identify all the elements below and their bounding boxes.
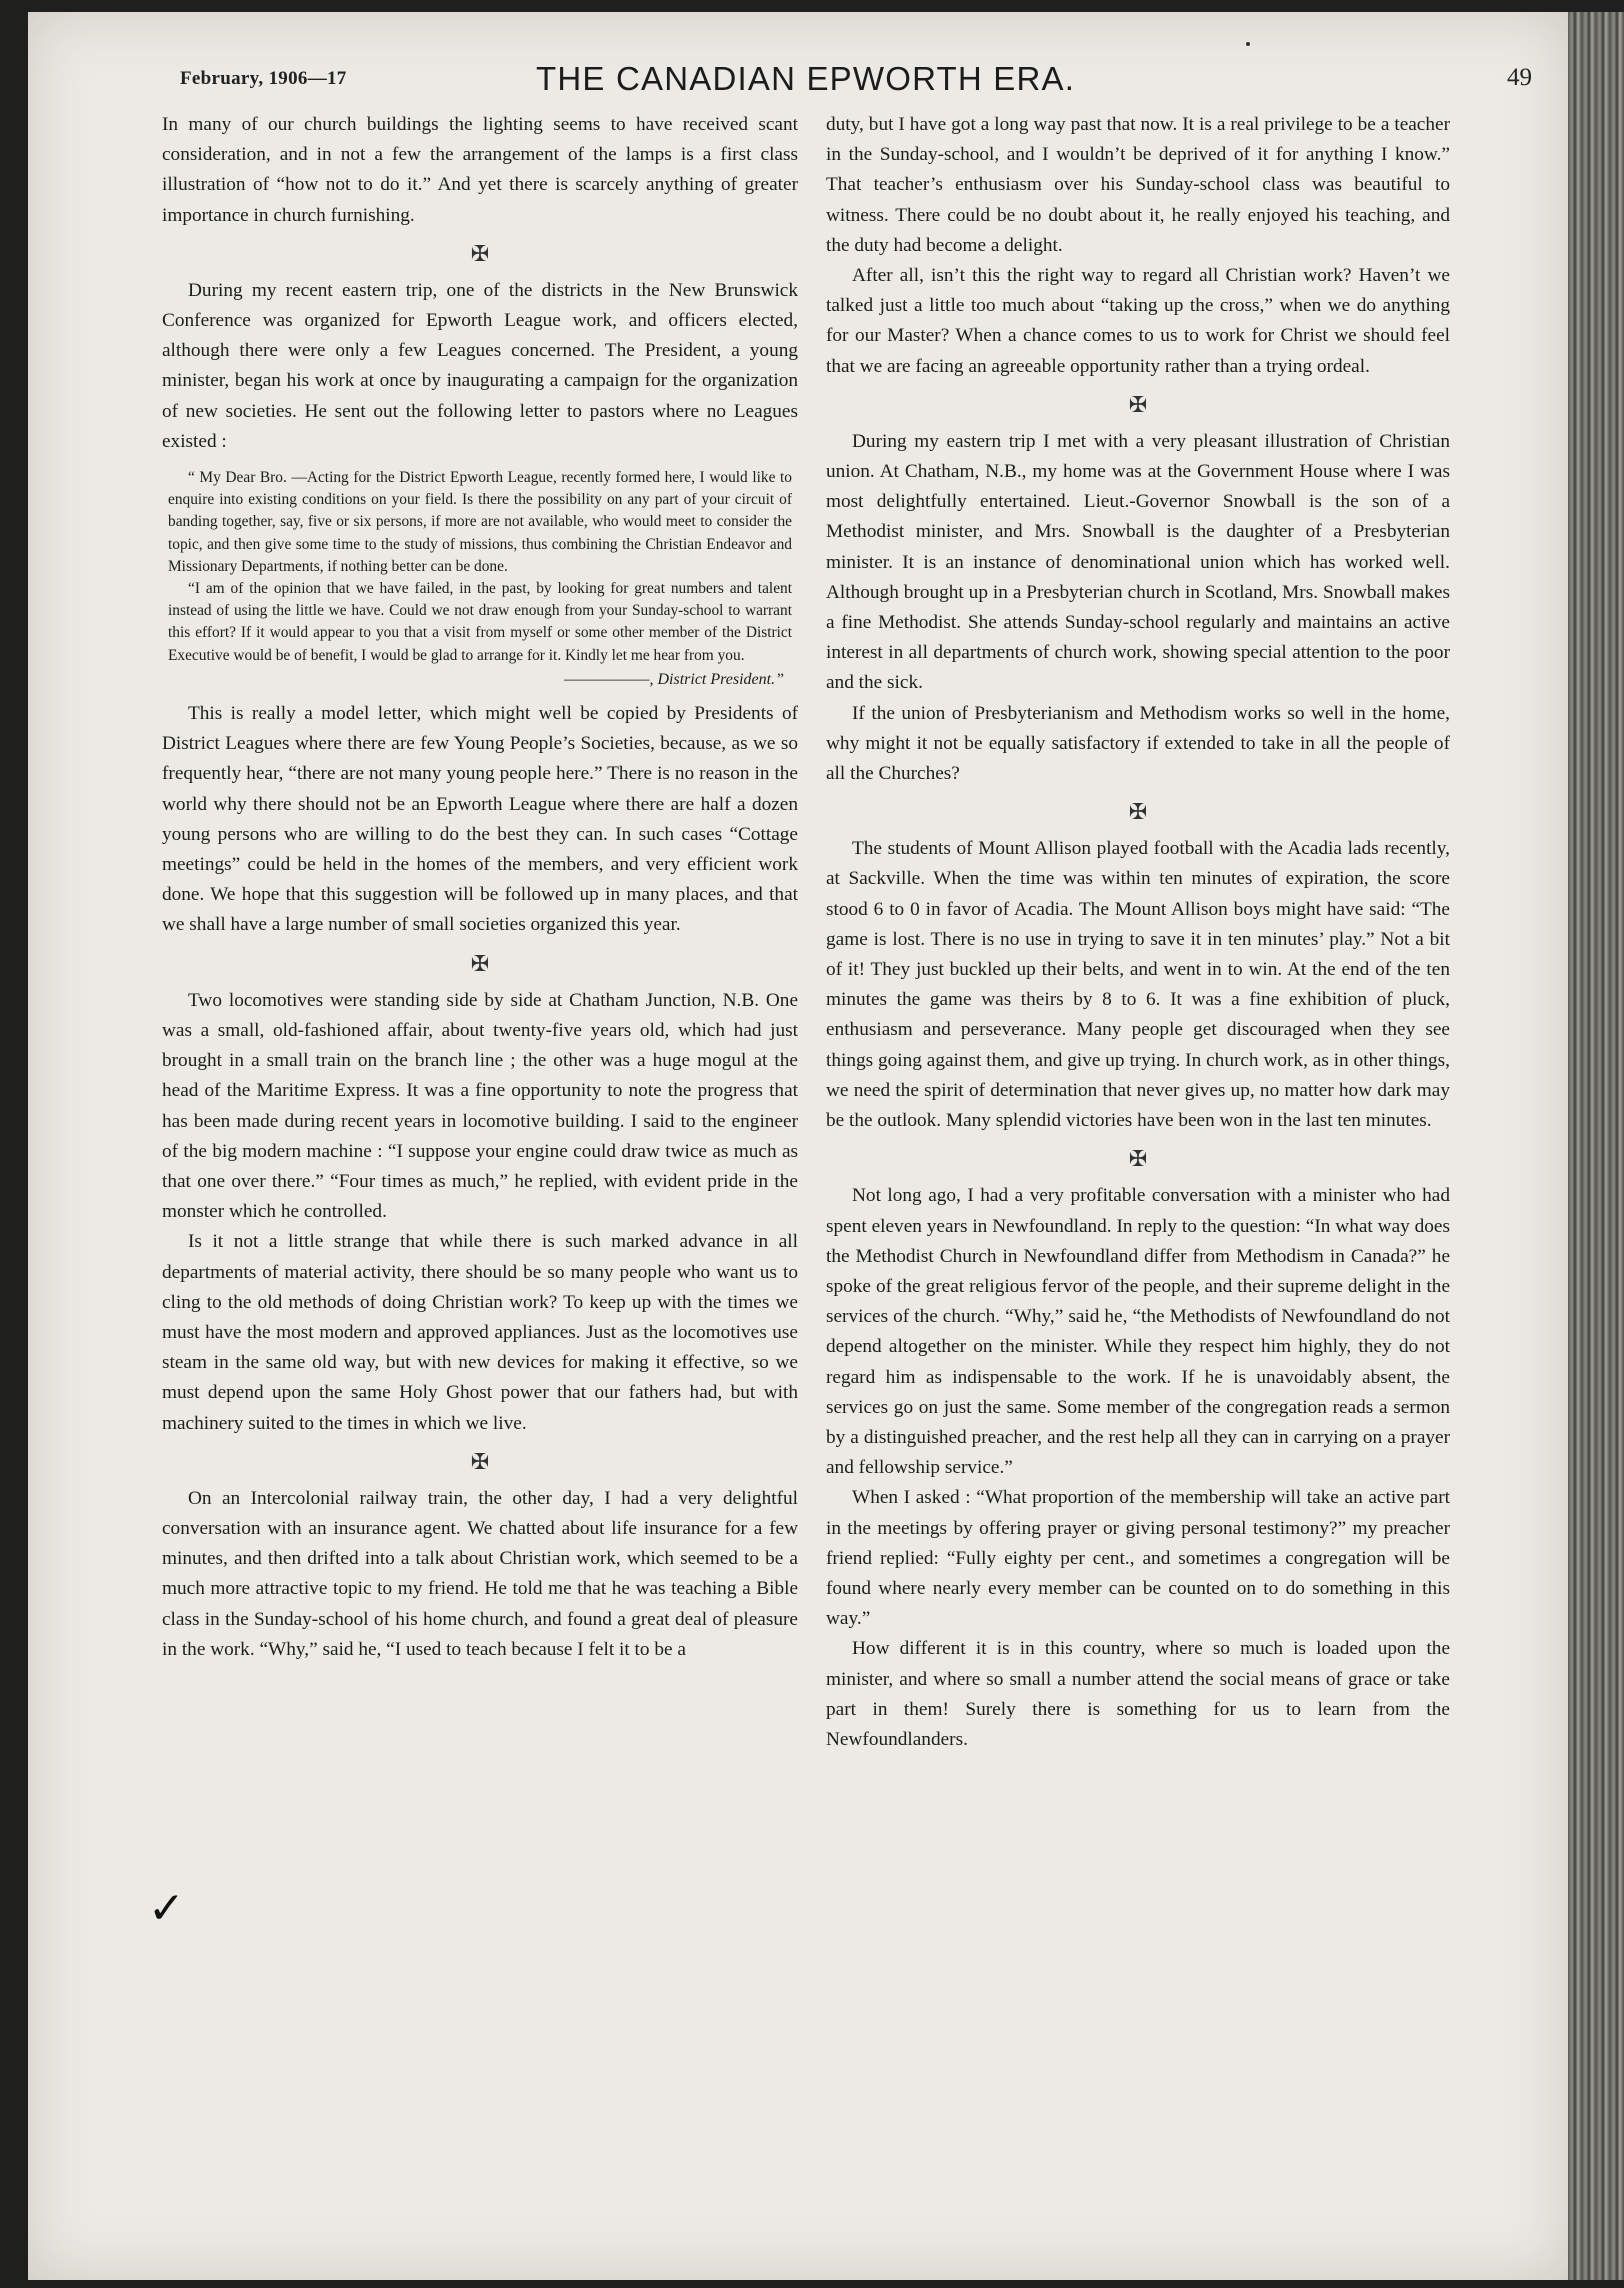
paragraph-intercolonial: On an Intercolonial railway train, the other day, I had a very delightful conversation with an insurance agent. We chatted about life insurance for a few minutes, and then drifted into a talk about Christian work, which seemed to be a much more attractive topic to my friend. He told me that he was teaching a Bible class in the Sunday-school of his home church, and found a great deal of pleasure in the work. “Why,” said he, “I used to teach because I felt it to be a [162, 1487, 798, 1660]
paragraph-model-letter: This is really a model letter, which might well be copied by Presidents of District Leagues where there are few Young People’s Societies, because, as we so frequently hear, “there are not many young people here.” There is no reason in the world why there should not be an Epworth League where there are half a dozen young persons who are willing to do the best they can. In such cases “Cottage meetings” could be held in the homes of the members, and very efficient work done. We hope that this suggestion will be followed up in many places, and that we shall have a large number of small societies organized this year. [162, 703, 798, 936]
paragraph-if-union: If the union of Presbyterianism and Methodism works so well in the home, why might it not be equally satisfactory if extended to take in all the people of all the Churches? [826, 702, 1450, 785]
handwritten-check-icon: ✓ [148, 1883, 185, 1934]
page-number: 49 [1507, 64, 1532, 91]
page-header [180, 60, 1532, 104]
left-column [162, 110, 798, 1665]
quoted-letter [168, 467, 792, 691]
paragraph-when-asked: When I asked : “What proportion of the membership will take an active part in the meetings by offering prayer or giving personal testimony?” my preacher friend replied: “Fully eighty per cent., and sometimes a congregation will be found where nearly every member can be counted on to do something in this way.” [826, 1487, 1450, 1630]
cross-ornament-icon: ✠ [1128, 1146, 1148, 1172]
print-speck [1246, 42, 1250, 46]
right-column [826, 110, 1450, 1755]
paragraph-lighting: In many of our church buildings the lighting seems to have received scant consideration, and in not a few the arrangement of the lamps is a first class illustration of “how not to do it.” And yet there is scarcely anything of greater importance in church furnishing. [162, 114, 798, 226]
paragraph-eastern-trip: During my recent eastern trip, one of the districts in the New Brunswick Conference was organized for Epworth League work, and officers elected, although there were only a few Leagues concerned. The President, a young minister, began his work at once by inaugurating a campaign for the organization of new societies. He sent out the following letter to pastors where no Leagues existed : [162, 279, 798, 452]
paragraph-strange: Is it not a little strange that while there is such marked advance in all departments of material activity, there should be so many people who want us to cling to the old methods of doing Christian work? To keep up with the times we must have the most modern and approved appliances. Just as the locomotives use steam in the same old way, but with new devices for making it effective, so we must depend upon the same Holy Ghost power that our fathers had, but with machinery suited to the times in which we live. [162, 1231, 798, 1434]
book-spine-edge [1568, 12, 1624, 2280]
paragraph-christian-union: During my eastern trip I met with a very pleasant illustration of Christian union. At Chatham, N.B., my home was at the Government House where I was most delightfully entertained. Lieut.-Governor Snowball is the son of a Methodist minister, and Mrs. Snowball is the daughter of a Presbyterian minister. It is an instance of denominational union which has worked well. Although brought up in a Presbyterian church in Scotland, Mrs. Snowball makes a fine Methodist. She attends Sunday-school regularly and maintains an active interest in all departments of church work, showing special attention to the poor and the sick. [826, 430, 1450, 694]
paragraph-how-different: How different it is in this country, where so much is loaded upon the minister, and where so small a number attend the social means of grace or take part in them! Surely there is something for us to learn from the Newfoundlanders. [826, 1638, 1450, 1750]
cross-ornament-icon: ✠ [1128, 391, 1148, 417]
letter-paragraph-2: “I am of the opinion that we have failed, in the past, by looking for great numbers and talent instead of using the little we have. Could we not draw enough from your Sunday-school to warrant this effort? If it would appear to you that a visit from myself or some other member of the District Executive would be of benefit, I would be glad to arrange for it. Kindly let me hear from you. [168, 580, 792, 664]
masthead-title: THE CANADIAN EPWORTH ERA. [536, 60, 1076, 97]
paragraph-duty: duty, but I have got a long way past that now. It is a real privilege to be a teacher in the Sunday-school, and I wouldn’t be deprived of it for anything I know.” That teacher’s enthusiasm over his Sunday-school class was beautiful to witness. There could be no doubt about it, he really enjoyed his teaching, and the duty had become a delight. [826, 114, 1450, 256]
cross-ornament-icon: ✠ [470, 240, 490, 266]
cross-ornament-icon: ✠ [1128, 799, 1148, 825]
paragraph-locomotives: Two locomotives were standing side by side at Chatham Junction, N.B. One was a small, old-fashioned affair, about twenty-five years old, which had just brought in a small train on the branch line ; the other was a huge mogul at the head of the Maritime Express. It was a fine opportunity to note the progress that has been made during recent years in locomotive building. I said to the engineer of the big modern machine : “I suppose your engine could draw twice as much as that one over there.” “Four times as much,” he replied, with evident pride in the monster which he controlled. [162, 989, 798, 1223]
letter-signature: ——————, District President.” [564, 670, 784, 688]
paragraph-newfoundland: Not long ago, I had a very profitable conversation with a minister who had spent eleven years in Newfoundland. In reply to the question: “In what way does the Methodist Church in Newfoundland differ from Methodism in Canada?” he spoke of the great religious fervor of the people, and their supreme delight in the services of the church. “Why,” said he, “the Methodists of Newfoundland do not depend altogether on the minister. While they respect him highly, they do not regard him as indispensable to the work. If he is unavoidably absent, the services go on just the same. Some member of the congregation reads a sermon by a distinguished preacher, and the rest help all they can in carrying on a prayer and fellowship service.” [826, 1185, 1450, 1479]
cross-ornament-icon: ✠ [470, 1448, 490, 1474]
cross-ornament-icon: ✠ [470, 950, 490, 976]
letter-paragraph-1: “ My Dear Bro. —Acting for the District Epworth League, recently formed here, I would like to enquire into existing conditions on your field. Is there the possibility on any part of your circuit of banding together, say, five or six persons, if more are not available, who would meet to consider the topic, and then give some time to the study of missions, thus combining the Christian Endeavor and Missionary Departments, if nothing better can be done. [168, 469, 792, 575]
paragraph-football: The students of Mount Allison played football with the Acadia lads recently, at Sackville. When the time was within ten minutes of expiration, the score stood 6 to 0 in favor of Acadia. The Mount Allison boys might have said: “The game is lost. There is no use in trying to save it in ten minutes’ play.” Not a bit of it! They just buckled up their belts, and went in to win. At the end of the ten minutes the game was theirs by 8 to 6. It was a fine exhibition of pluck, enthusiasm and perseverance. Many people get discouraged when they see things going against them, and give up trying. In church work, as in other things, we need the spirit of determination that never gives up, no matter how dark may be the outlook. Many splendid victories have been won in the last ten minutes. [826, 838, 1450, 1132]
paragraph-after-all: After all, isn’t this the right way to regard all Christian work? Haven’t we talked just a little too much about “taking up the cross,” when we do anything for our Master? When a chance comes to us to work for Christ we should feel that we are facing an agreeable opportunity rather than a trying ordeal. [826, 265, 1450, 377]
issue-date: February, 1906—17 [180, 68, 347, 89]
